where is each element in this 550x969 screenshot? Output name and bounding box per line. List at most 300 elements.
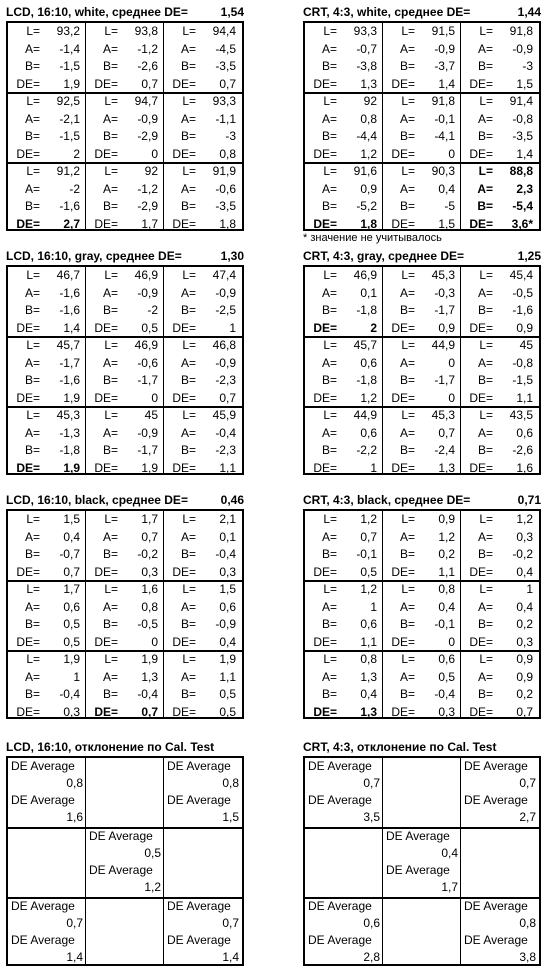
cell-label: DE= — [469, 390, 493, 405]
de-average-value: 3,8 — [519, 950, 536, 964]
cell-value: 47,4 — [212, 268, 236, 282]
cell-label: DE= — [469, 634, 493, 649]
cell-value: -2,4 — [434, 443, 455, 457]
cell-value: -5,2 — [356, 199, 377, 213]
cell-label: DE= — [391, 634, 415, 649]
cell-label: L= — [479, 652, 493, 666]
cell-value: -3,8 — [356, 59, 377, 73]
table-row — [305, 93, 539, 111]
cell-label: DE= — [94, 704, 118, 719]
table-grid — [6, 509, 244, 719]
de-average-value: 1,7 — [441, 880, 458, 894]
table-row — [8, 651, 242, 669]
cell-label: DE= — [16, 704, 40, 719]
table-row — [305, 634, 539, 652]
cell-label: A= — [399, 181, 415, 196]
cell-value: 2 — [370, 320, 377, 335]
cell-label: DE= — [16, 216, 40, 231]
table-row — [8, 581, 242, 599]
cell-label: A= — [477, 355, 493, 370]
cell-value: 0,4 — [516, 564, 533, 579]
cal-cell — [461, 758, 539, 828]
cell-label: L= — [401, 652, 415, 666]
cell-value: 2 — [73, 146, 80, 161]
average-de: 1,54 — [220, 5, 244, 19]
cell-value: 0,5 — [141, 320, 158, 335]
cell-value: -4,1 — [434, 129, 455, 143]
cell-label: A= — [399, 355, 415, 370]
cell-value: 0,2 — [438, 547, 455, 561]
table-row — [8, 372, 242, 390]
de-average-label: DE Average — [89, 863, 153, 877]
cell-label: B= — [321, 373, 337, 387]
cell-label: B= — [321, 617, 337, 631]
cell-value: 0,6 — [360, 617, 377, 631]
cell-value: -0,9 — [215, 355, 236, 370]
de-average-label: DE Average — [89, 829, 153, 843]
cell-value: 0,7 — [63, 564, 80, 579]
cal-cell — [86, 828, 164, 898]
cell-label: B= — [399, 59, 415, 73]
cell-value: -4,4 — [356, 129, 377, 143]
cell-value: -0,9 — [137, 285, 158, 300]
cell-label: DE= — [391, 320, 415, 335]
cell-label: L= — [26, 408, 40, 422]
average-de: 1,30 — [220, 249, 244, 263]
cell-value: 1 — [370, 460, 377, 475]
cell-label: B= — [102, 199, 118, 213]
de-average-value: 1,6 — [66, 810, 83, 824]
table-row — [8, 146, 242, 164]
cell-label: L= — [182, 338, 196, 352]
cell-label: L= — [479, 512, 493, 526]
cell-value: 0,3 — [141, 564, 158, 579]
cell-value: 0,9 — [516, 669, 533, 684]
table-row — [305, 390, 539, 408]
de-average-label: DE Average — [11, 759, 75, 773]
table-row — [8, 198, 242, 216]
cell-value: 1,4 — [438, 76, 455, 91]
cell-label: L= — [182, 582, 196, 596]
cell-label: L= — [26, 512, 40, 526]
cell-value: 46,9 — [134, 338, 158, 352]
table-row — [305, 599, 539, 617]
cell-value: 94,4 — [212, 24, 236, 38]
cell-value: 45,4 — [509, 268, 533, 282]
table-row — [305, 163, 539, 181]
cell-label: DE= — [16, 564, 40, 579]
cell-value: 46,8 — [212, 338, 236, 352]
cell-value: 91,9 — [212, 164, 236, 178]
table-grid — [303, 509, 541, 719]
cell-label: A= — [321, 285, 337, 300]
cell-label: L= — [323, 408, 337, 422]
cell-label: A= — [321, 669, 337, 684]
cell-label: DE= — [172, 320, 196, 335]
cell-label: DE= — [391, 564, 415, 579]
cell-value: -1,7 — [434, 303, 455, 317]
cell-label: L= — [104, 268, 118, 282]
cell-label: A= — [477, 425, 493, 440]
cell-label: L= — [104, 164, 118, 178]
table-row — [305, 442, 539, 460]
table-row — [305, 564, 539, 582]
cell-label: DE= — [469, 216, 493, 231]
de-average-value: 0,4 — [441, 846, 458, 860]
cell-label: B= — [102, 303, 118, 317]
table-header — [303, 491, 541, 509]
de-average-value: 1,4 — [222, 950, 239, 964]
cell-label: A= — [102, 41, 118, 56]
de-average-label: DE Average — [167, 793, 231, 807]
cell-label: DE= — [94, 460, 118, 475]
cell-value: 0 — [448, 146, 455, 161]
cell-value: 0,5 — [63, 617, 80, 631]
cell-label: L= — [26, 652, 40, 666]
cell-label: B= — [24, 547, 40, 561]
cell-label: L= — [182, 24, 196, 38]
cell-value: 1,9 — [63, 390, 80, 405]
cell-label: L= — [401, 582, 415, 596]
cell-label: L= — [182, 94, 196, 108]
cell-label: L= — [323, 652, 337, 666]
cell-label: DE= — [313, 320, 337, 335]
cell-value: 1,6 — [141, 582, 158, 596]
cell-label: A= — [102, 425, 118, 440]
cell-label: B= — [24, 373, 40, 387]
cell-label: A= — [180, 41, 196, 56]
cell-value: 1,2 — [516, 512, 533, 526]
cell-label: B= — [102, 617, 118, 631]
cell-value: 1 — [73, 669, 80, 684]
cell-value: 93,3 — [212, 94, 236, 108]
cell-value: 93,2 — [56, 24, 80, 38]
cell-value: -0,4 — [59, 687, 80, 701]
cell-label: B= — [399, 443, 415, 457]
cell-value: -1,6 — [59, 373, 80, 387]
cal-cell — [8, 758, 86, 828]
cal-cell — [164, 898, 242, 968]
cell-value: 0,3 — [219, 564, 236, 579]
de-average-label: DE Average — [11, 899, 75, 913]
cell-label: A= — [180, 111, 196, 126]
cell-value: 1 — [229, 320, 236, 335]
table-row — [8, 669, 242, 687]
cell-label: DE= — [94, 564, 118, 579]
table-row — [305, 23, 539, 41]
cell-label: B= — [321, 59, 337, 73]
cell-label: L= — [104, 338, 118, 352]
cell-value: -1,5 — [59, 59, 80, 73]
cell-value: 0,9 — [360, 181, 377, 196]
cell-value: -0,4 — [215, 547, 236, 561]
table-row — [305, 198, 539, 216]
cell-value: -0,9 — [434, 41, 455, 56]
cell-value: -2,9 — [137, 129, 158, 143]
table-row — [305, 111, 539, 129]
cell-label: DE= — [391, 146, 415, 161]
cell-label: DE= — [16, 460, 40, 475]
cell-value: 91,5 — [431, 24, 455, 38]
cell-label: A= — [24, 529, 40, 544]
cell-value: 1,2 — [360, 512, 377, 526]
cell-value: 0,8 — [360, 652, 377, 666]
cell-label: DE= — [94, 320, 118, 335]
cell-label: B= — [477, 199, 493, 213]
cell-value: 91,4 — [509, 94, 533, 108]
cell-label: B= — [102, 547, 118, 561]
cal-cell — [164, 758, 242, 828]
cell-value: 0 — [448, 355, 455, 370]
de-average-label: DE Average — [464, 759, 528, 773]
cell-value: 1,9 — [63, 460, 80, 475]
cell-value: 2,7 — [63, 216, 80, 231]
cell-value: -0,8 — [512, 355, 533, 370]
cell-value: 2,3 — [516, 181, 533, 196]
cell-label: DE= — [391, 216, 415, 231]
cell-value: -2,9 — [137, 199, 158, 213]
cell-label: DE= — [94, 146, 118, 161]
cell-label: B= — [321, 547, 337, 561]
cell-label: DE= — [391, 704, 415, 719]
cell-label: L= — [26, 164, 40, 178]
cell-value: -0,7 — [356, 41, 377, 56]
table-row — [305, 146, 539, 164]
cell-value: 45,7 — [56, 338, 80, 352]
table-row — [8, 285, 242, 303]
cell-label: DE= — [469, 704, 493, 719]
cell-value: 0 — [448, 390, 455, 405]
cell-value: -2,3 — [215, 443, 236, 457]
table-grid — [303, 265, 541, 475]
cell-value: 0,5 — [219, 687, 236, 701]
table-header — [303, 738, 541, 756]
cell-label: DE= — [391, 76, 415, 91]
table-row — [8, 511, 242, 529]
table-row — [305, 267, 539, 285]
cell-value: -2 — [147, 303, 158, 317]
cell-value: 91,6 — [353, 164, 377, 178]
cell-label: DE= — [469, 320, 493, 335]
cell-label: B= — [180, 303, 196, 317]
cell-label: B= — [24, 199, 40, 213]
cell-label: B= — [102, 687, 118, 701]
table-row — [8, 128, 242, 146]
table-grid — [6, 21, 244, 231]
cell-label: A= — [180, 599, 196, 614]
table-header — [303, 3, 541, 21]
cell-label: A= — [399, 669, 415, 684]
table-header — [6, 247, 244, 265]
cell-value: -5,4 — [512, 199, 533, 213]
cell-value: -3,7 — [434, 59, 455, 73]
table-row — [305, 302, 539, 320]
cell-label: L= — [323, 338, 337, 352]
cell-value: -0,6 — [215, 181, 236, 196]
cell-label: A= — [180, 529, 196, 544]
cell-label: A= — [399, 111, 415, 126]
cell-label: A= — [102, 181, 118, 196]
cell-value: 1,3 — [360, 76, 377, 91]
cell-value: -1,6 — [512, 303, 533, 317]
cell-value: -5 — [444, 199, 455, 213]
cell-label: L= — [323, 512, 337, 526]
cell-value: 0 — [448, 634, 455, 649]
cell-label: B= — [180, 199, 196, 213]
de-average-label: DE Average — [464, 899, 528, 913]
cell-value: -0,9 — [215, 617, 236, 631]
table-header — [6, 491, 244, 509]
cell-value: 0,1 — [360, 285, 377, 300]
table-row — [8, 163, 242, 181]
cell-value: -3,5 — [512, 129, 533, 143]
cell-value: 0,5 — [219, 704, 236, 719]
cell-label: A= — [477, 181, 493, 196]
table-row — [8, 58, 242, 76]
table-row — [8, 337, 242, 355]
table-row — [8, 41, 242, 59]
table-title: CRT, 4:3, отклонение по Cal. Test — [303, 740, 497, 754]
cell-value: -1,3 — [59, 425, 80, 440]
cell-value: 93,3 — [353, 24, 377, 38]
cell-value: 0,5 — [360, 564, 377, 579]
cell-value: 1,3 — [438, 460, 455, 475]
cell-label: A= — [477, 529, 493, 544]
cell-value: 0,3 — [516, 634, 533, 649]
cell-label: L= — [26, 24, 40, 38]
cell-value: -1,8 — [59, 443, 80, 457]
cell-label: B= — [477, 617, 493, 631]
cell-value: 46,9 — [134, 268, 158, 282]
cell-label: DE= — [172, 76, 196, 91]
cell-value: 1,2 — [360, 390, 377, 405]
cell-label: L= — [26, 94, 40, 108]
table-row — [305, 546, 539, 564]
cell-label: L= — [104, 512, 118, 526]
cell-label: DE= — [313, 704, 337, 719]
cell-value: 1,5 — [63, 512, 80, 526]
cell-label: A= — [102, 529, 118, 544]
cell-label: B= — [399, 373, 415, 387]
cell-value: 1,1 — [360, 634, 377, 649]
cell-label: A= — [399, 529, 415, 544]
cell-value: -2,5 — [215, 303, 236, 317]
cell-value: 45,3 — [56, 408, 80, 422]
cell-value: 1,2 — [360, 582, 377, 596]
cell-value: 44,9 — [353, 408, 377, 422]
cell-value: -0,9 — [137, 111, 158, 126]
cell-label: L= — [401, 268, 415, 282]
cell-value: -3 — [522, 59, 533, 73]
cell-label: A= — [102, 599, 118, 614]
cell-value: 90,3 — [431, 164, 455, 178]
table-row — [305, 669, 539, 687]
cell-value: 0,2 — [516, 617, 533, 631]
cell-value: 0 — [151, 634, 158, 649]
de-average-value: 1,4 — [66, 950, 83, 964]
average-de: 0,46 — [220, 493, 244, 507]
cell-label: L= — [104, 408, 118, 422]
cell-label: A= — [24, 181, 40, 196]
de-average-label: DE Average — [167, 933, 231, 947]
cell-label: B= — [24, 303, 40, 317]
table-row — [8, 599, 242, 617]
cell-label: L= — [323, 164, 337, 178]
cell-label: A= — [399, 599, 415, 614]
cell-label: DE= — [16, 76, 40, 91]
table-row — [8, 76, 242, 94]
cell-value: 1,9 — [141, 460, 158, 475]
cell-label: A= — [399, 425, 415, 440]
de-average-value: 0,8 — [222, 776, 239, 790]
cell-label: A= — [180, 425, 196, 440]
cell-label: B= — [180, 547, 196, 561]
cell-value: -1,4 — [59, 41, 80, 56]
cell-value: 91,2 — [56, 164, 80, 178]
cell-label: A= — [102, 355, 118, 370]
table-row — [305, 651, 539, 669]
cell-label: DE= — [313, 460, 337, 475]
cell-value: 0 — [151, 146, 158, 161]
cell-label: DE= — [94, 634, 118, 649]
cell-label: DE= — [172, 564, 196, 579]
cell-label: DE= — [172, 704, 196, 719]
cell-label: DE= — [94, 216, 118, 231]
cell-label: L= — [401, 24, 415, 38]
table-row — [8, 460, 242, 478]
cell-label: A= — [24, 599, 40, 614]
cell-value: 93,8 — [134, 24, 158, 38]
cell-value: 0,6 — [219, 599, 236, 614]
cell-label: A= — [321, 529, 337, 544]
cell-label: L= — [104, 24, 118, 38]
de-average-value: 1,5 — [222, 810, 239, 824]
cell-label: A= — [24, 41, 40, 56]
cell-value: 1,7 — [141, 512, 158, 526]
cell-label: L= — [182, 512, 196, 526]
cell-value: 0,5 — [63, 634, 80, 649]
table-row — [8, 181, 242, 199]
cal-cell — [461, 898, 539, 968]
de-average-label: DE Average — [167, 759, 231, 773]
cell-value: 0,7 — [360, 529, 377, 544]
de-average-value: 0,7 — [363, 776, 380, 790]
cell-label: L= — [104, 582, 118, 596]
cal-cell — [305, 898, 383, 968]
cell-label: B= — [24, 59, 40, 73]
de-average-value: 0,6 — [363, 916, 380, 930]
cell-label: DE= — [16, 146, 40, 161]
average-de: 1,44 — [517, 5, 541, 19]
cell-label: L= — [26, 338, 40, 352]
cell-value: -1,5 — [512, 373, 533, 387]
de-average-value: 0,7 — [222, 916, 239, 930]
table-row — [8, 529, 242, 547]
cell-value: 1,8 — [360, 216, 377, 231]
table-header — [303, 247, 541, 265]
table-title: CRT, 4:3, black, среднее DE= — [303, 493, 471, 507]
cell-label: B= — [24, 443, 40, 457]
table-row — [305, 686, 539, 704]
cell-value: 0,4 — [438, 181, 455, 196]
cell-value: 0,6 — [63, 599, 80, 614]
cell-label: DE= — [16, 634, 40, 649]
cell-value: 91,8 — [431, 94, 455, 108]
cell-label: L= — [182, 652, 196, 666]
cell-label: B= — [180, 617, 196, 631]
table-header — [6, 3, 244, 21]
cell-label: L= — [26, 582, 40, 596]
